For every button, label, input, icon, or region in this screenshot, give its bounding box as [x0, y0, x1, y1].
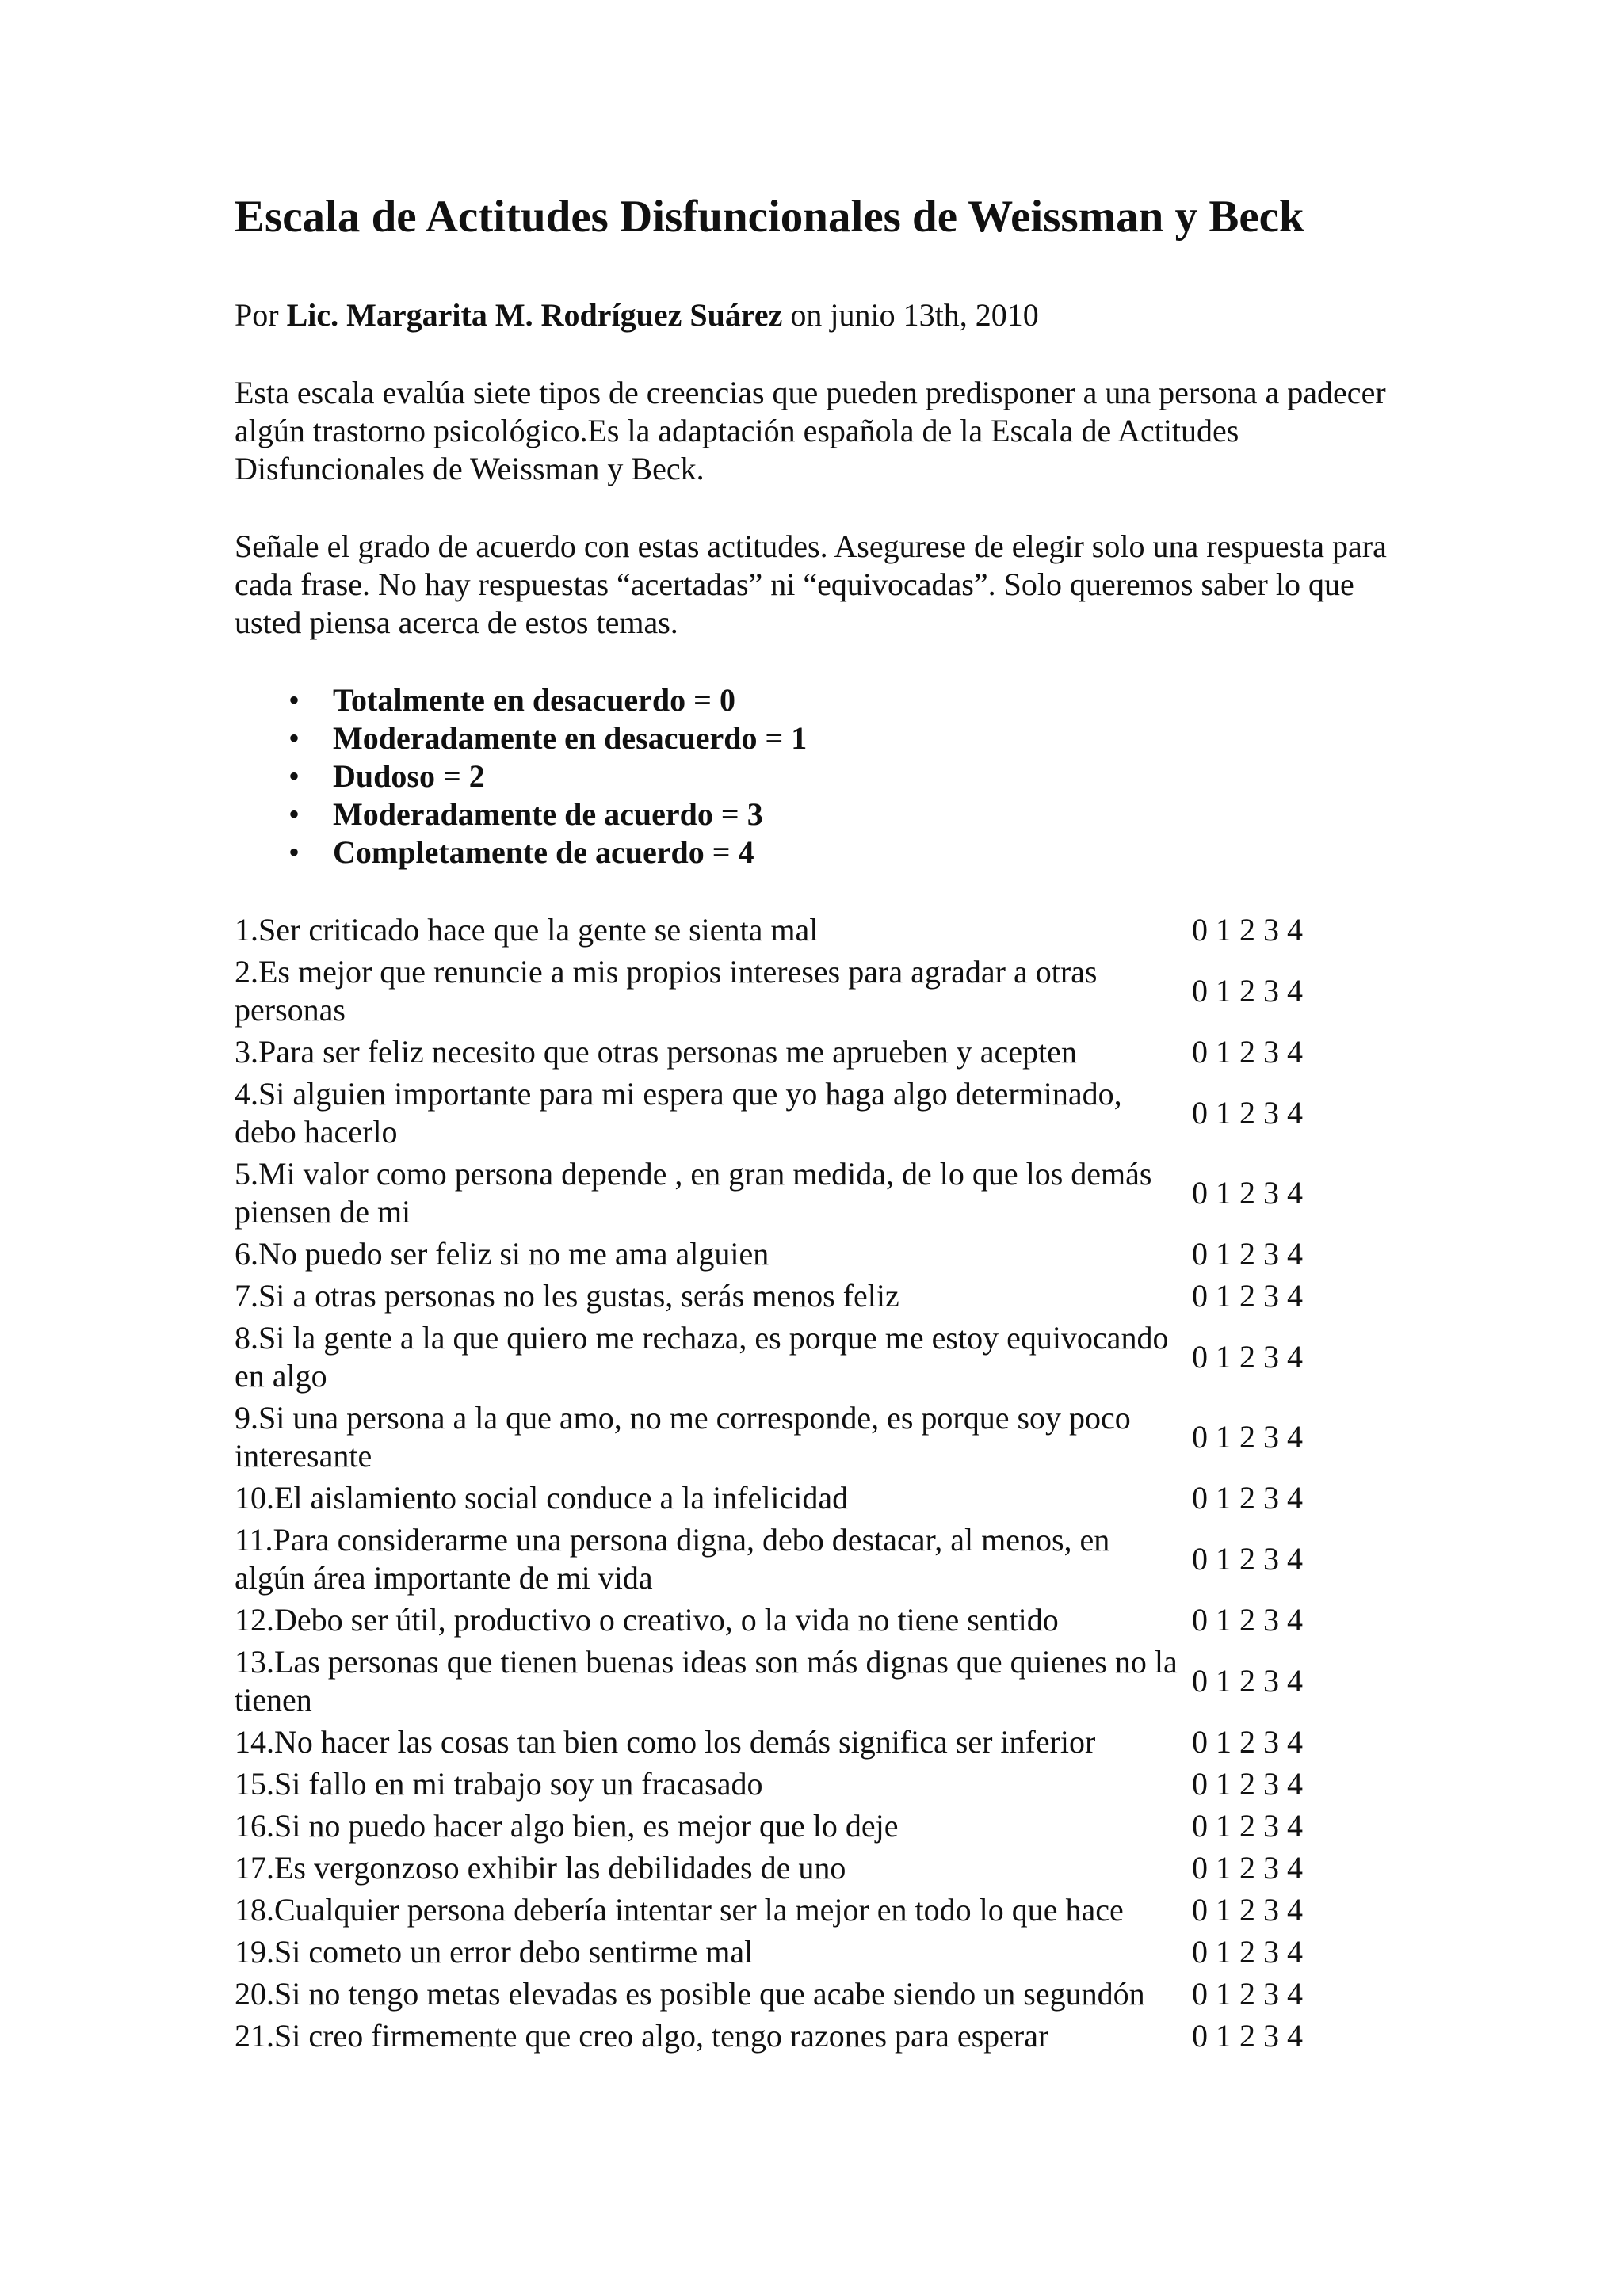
scale-item — [235, 795, 1407, 833]
response-options: 0 1 2 3 4 — [1192, 1850, 1303, 1886]
questionnaire-items — [235, 911, 1407, 2055]
response-options: 0 1 2 3 4 — [1192, 1602, 1303, 1638]
byline — [235, 296, 1407, 334]
question-text: 13.Las personas que tienen buenas ideas son más dignas que quienes no la tienen — [235, 1644, 1178, 1718]
response-options: 0 1 2 3 4 — [1192, 1236, 1303, 1272]
response-options: 0 1 2 3 4 — [1192, 1419, 1303, 1455]
question-text: 9.Si una persona a la que amo, no me corresponde, es porque soy poco interesante — [235, 1400, 1131, 1474]
response-options: 0 1 2 3 4 — [1192, 1175, 1303, 1211]
questionnaire-row — [235, 1807, 1407, 1845]
questionnaire-row — [235, 1479, 1407, 1517]
document-title: Escala de Actitudes Disfuncionales de Weissman y Beck — [235, 192, 1304, 242]
questionnaire-row — [235, 1765, 1407, 1803]
question-text: 6.No puedo ser feliz si no me ama alguien — [235, 1236, 769, 1272]
questionnaire-row — [235, 953, 1407, 1029]
bullet-icon: • — [288, 758, 300, 794]
bullet-icon: • — [288, 682, 300, 718]
question-text: 1.Ser criticado hace que la gente se sienta mal — [235, 912, 819, 948]
questionnaire-row — [235, 2017, 1407, 2055]
bullet-icon: • — [288, 834, 300, 870]
question-text: 12.Debo ser útil, productivo o creativo, o la vida no tiene sentido — [235, 1602, 1059, 1638]
questionnaire-row — [235, 1975, 1407, 2013]
instructions-paragraph: Señale el grado de acuerdo con estas actitudes. Asegurese de elegir solo una respuesta para cada frase. No hay respuestas “acertadas” ni “equivocadas”. Solo queremos saber lo que usted piensa acerca de estos temas. — [235, 528, 1387, 640]
question-text: 20.Si no tengo metas elevadas es posible que acabe siendo un segundón — [235, 1976, 1145, 2012]
response-options: 0 1 2 3 4 — [1192, 1541, 1303, 1577]
questionnaire-row — [235, 1033, 1407, 1071]
questionnaire-row — [235, 911, 1407, 949]
response-options: 0 1 2 3 4 — [1192, 1934, 1303, 1970]
response-options: 0 1 2 3 4 — [1192, 1766, 1303, 1802]
question-text: 19.Si cometo un error debo sentirme mal — [235, 1934, 754, 1970]
questionnaire-row — [235, 1643, 1407, 1719]
questionnaire-row — [235, 1601, 1407, 1639]
questionnaire-row — [235, 1319, 1407, 1395]
byline-date: on junio 13th, 2010 — [782, 297, 1039, 333]
response-options: 0 1 2 3 4 — [1192, 2018, 1303, 2054]
questionnaire-row — [235, 1933, 1407, 1971]
response-options: 0 1 2 3 4 — [1192, 1278, 1303, 1314]
question-text: 21.Si creo firmemente que creo algo, tengo razones para esperar — [235, 2018, 1049, 2054]
response-options: 0 1 2 3 4 — [1192, 1480, 1303, 1516]
response-options: 0 1 2 3 4 — [1192, 1808, 1303, 1844]
question-text: 8.Si la gente a la que quiero me rechaza, es porque me estoy equivocando en algo — [235, 1320, 1169, 1394]
question-text: 14.No hacer las cosas tan bien como los demás significa ser inferior — [235, 1724, 1096, 1760]
question-text: 10.El aislamiento social conduce a la infelicidad — [235, 1480, 849, 1516]
scale-item — [235, 719, 1407, 757]
document-page — [235, 190, 1407, 2059]
byline-author: Lic. Margarita M. Rodríguez Suárez — [286, 297, 783, 333]
scale-item — [235, 833, 1407, 871]
response-options: 0 1 2 3 4 — [1192, 1892, 1303, 1928]
bullet-icon: • — [288, 720, 300, 756]
scale-item-label: Moderadamente en desacuerdo = 1 — [333, 720, 808, 756]
bullet-icon: • — [288, 796, 300, 832]
response-options: 0 1 2 3 4 — [1192, 1724, 1303, 1760]
intro-paragraph: Esta escala evalúa siete tipos de creencias que pueden predisponer a una persona a padecer algún trastorno psicológico.Es la adaptación española de la Escala de Actitudes Disfuncionales de Weissman y Beck. — [235, 375, 1386, 486]
scale-item-label: Dudoso = 2 — [333, 758, 485, 794]
scale-item-label: Moderadamente de acuerdo = 3 — [333, 796, 763, 832]
scale-item — [235, 681, 1407, 719]
questionnaire-row — [235, 1723, 1407, 1761]
question-text: 15.Si fallo en mi trabajo soy un fracasado — [235, 1766, 763, 1802]
response-options: 0 1 2 3 4 — [1192, 1976, 1303, 2012]
questionnaire-row — [235, 1521, 1407, 1597]
scale-item — [235, 757, 1407, 795]
question-text: 18.Cualquier persona debería intentar ser la mejor en todo lo que hace — [235, 1892, 1124, 1928]
question-text: 16.Si no puedo hacer algo bien, es mejor que lo deje — [235, 1808, 899, 1844]
questionnaire-row — [235, 1399, 1407, 1475]
response-options: 0 1 2 3 4 — [1192, 1339, 1303, 1375]
question-text: 2.Es mejor que renuncie a mis propios intereses para agradar a otras personas — [235, 954, 1098, 1028]
questionnaire-row — [235, 1891, 1407, 1929]
question-text: 11.Para considerarme una persona digna, debo destacar, al menos, en algún área importante de mi vida — [235, 1522, 1110, 1596]
scale-item-label: Totalmente en desacuerdo = 0 — [333, 682, 735, 718]
response-options: 0 1 2 3 4 — [1192, 1663, 1303, 1699]
response-options: 0 1 2 3 4 — [1192, 973, 1303, 1009]
response-options: 0 1 2 3 4 — [1192, 1095, 1303, 1131]
questionnaire-row — [235, 1849, 1407, 1887]
question-text: 7.Si a otras personas no les gustas, serás menos feliz — [235, 1278, 899, 1314]
question-text: 17.Es vergonzoso exhibir las debilidades de uno — [235, 1850, 846, 1886]
question-text: 3.Para ser feliz necesito que otras personas me aprueben y acepten — [235, 1034, 1077, 1070]
byline-prefix: Por — [235, 297, 287, 333]
response-options: 0 1 2 3 4 — [1192, 1034, 1303, 1070]
question-text: 5.Mi valor como persona depende , en gran medida, de lo que los demás piensen de mi — [235, 1156, 1152, 1230]
questionnaire-row — [235, 1155, 1407, 1231]
scale-item-label: Completamente de acuerdo = 4 — [333, 834, 754, 870]
questionnaire-row — [235, 1277, 1407, 1315]
questionnaire-row — [235, 1235, 1407, 1273]
question-text: 4.Si alguien importante para mi espera que yo haga algo determinado, debo hacerlo — [235, 1076, 1122, 1150]
response-options: 0 1 2 3 4 — [1192, 912, 1303, 948]
questionnaire-row — [235, 1075, 1407, 1151]
response-scale-list — [235, 681, 1407, 871]
